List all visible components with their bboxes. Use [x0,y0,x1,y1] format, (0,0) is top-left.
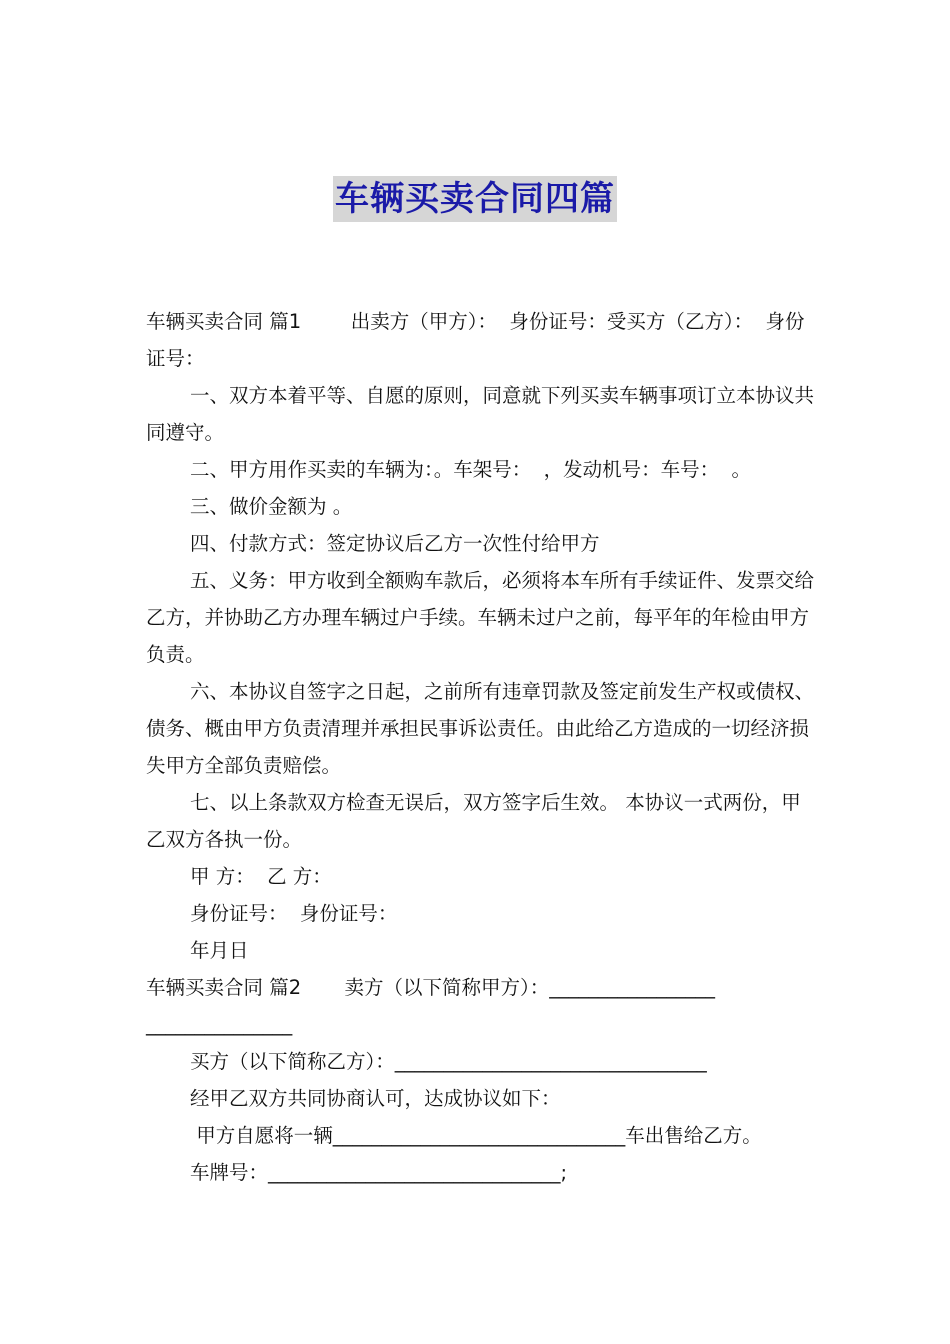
signature-party-line: 甲 方： 乙 方： [190,865,332,888]
paragraph-7: 六、本协议自签字之日起，之前所有违章罚款及签定前发生产权或债权、债务、概由甲方负责清理并承担民事诉讼责任。由此给乙方造成的一切经济损失甲方全部负责赔偿。 [146,680,815,777]
license-plate-line: 车牌号：______________________________; [190,1161,568,1184]
paragraph-3: 二、甲方用作买卖的车辆为：。车架号： ，发动机号：车号： 。 [190,458,752,481]
document-title: 车辆买卖合同四篇 [333,176,617,222]
agreement-intro: 经甲乙双方共同协商认可，达成协议如下： [190,1087,561,1110]
buyer-line: 买方（以下简称乙方）：________________________________ [190,1050,707,1073]
paragraph-8: 七、以上条款双方检查无误后，双方签字后生效。 本协议一式两份，甲乙双方各执一份。 [146,791,801,851]
document-title-wrap [0,176,950,222]
document-body [146,303,814,1191]
contract-2-heading-continued: _______________ [146,1013,293,1036]
contract-2-heading: 车辆买卖合同 篇2 卖方（以下简称甲方）：_________________ [146,976,715,999]
signature-id-line: 身份证号： 身份证号： [190,902,398,925]
paragraph-6: 五、义务：甲方收到全额购车款后，必须将本车所有手续证件、发票交给乙方，并协助乙方办理车辆过户手续。车辆未过户之前，每平年的年检由甲方负责。 [146,569,815,666]
paragraph-2: 一、双方本着平等、自愿的原则，同意就下列买卖车辆事项订立本协议共同遵守。 [146,384,815,444]
paragraph-4: 三、做价金额为 。 [190,495,353,518]
paragraph-1: 车辆买卖合同 篇1 出卖方（甲方）： 身份证号：受买方（乙方）： 身份证号： [146,310,805,370]
signature-date-line: 年月日 [190,939,249,962]
paragraph-5: 四、付款方式：签定协议后乙方一次性付给甲方 [190,532,600,555]
vehicle-sale-line: 甲方自愿将一辆______________________________车出售给乙方。 [190,1124,762,1147]
